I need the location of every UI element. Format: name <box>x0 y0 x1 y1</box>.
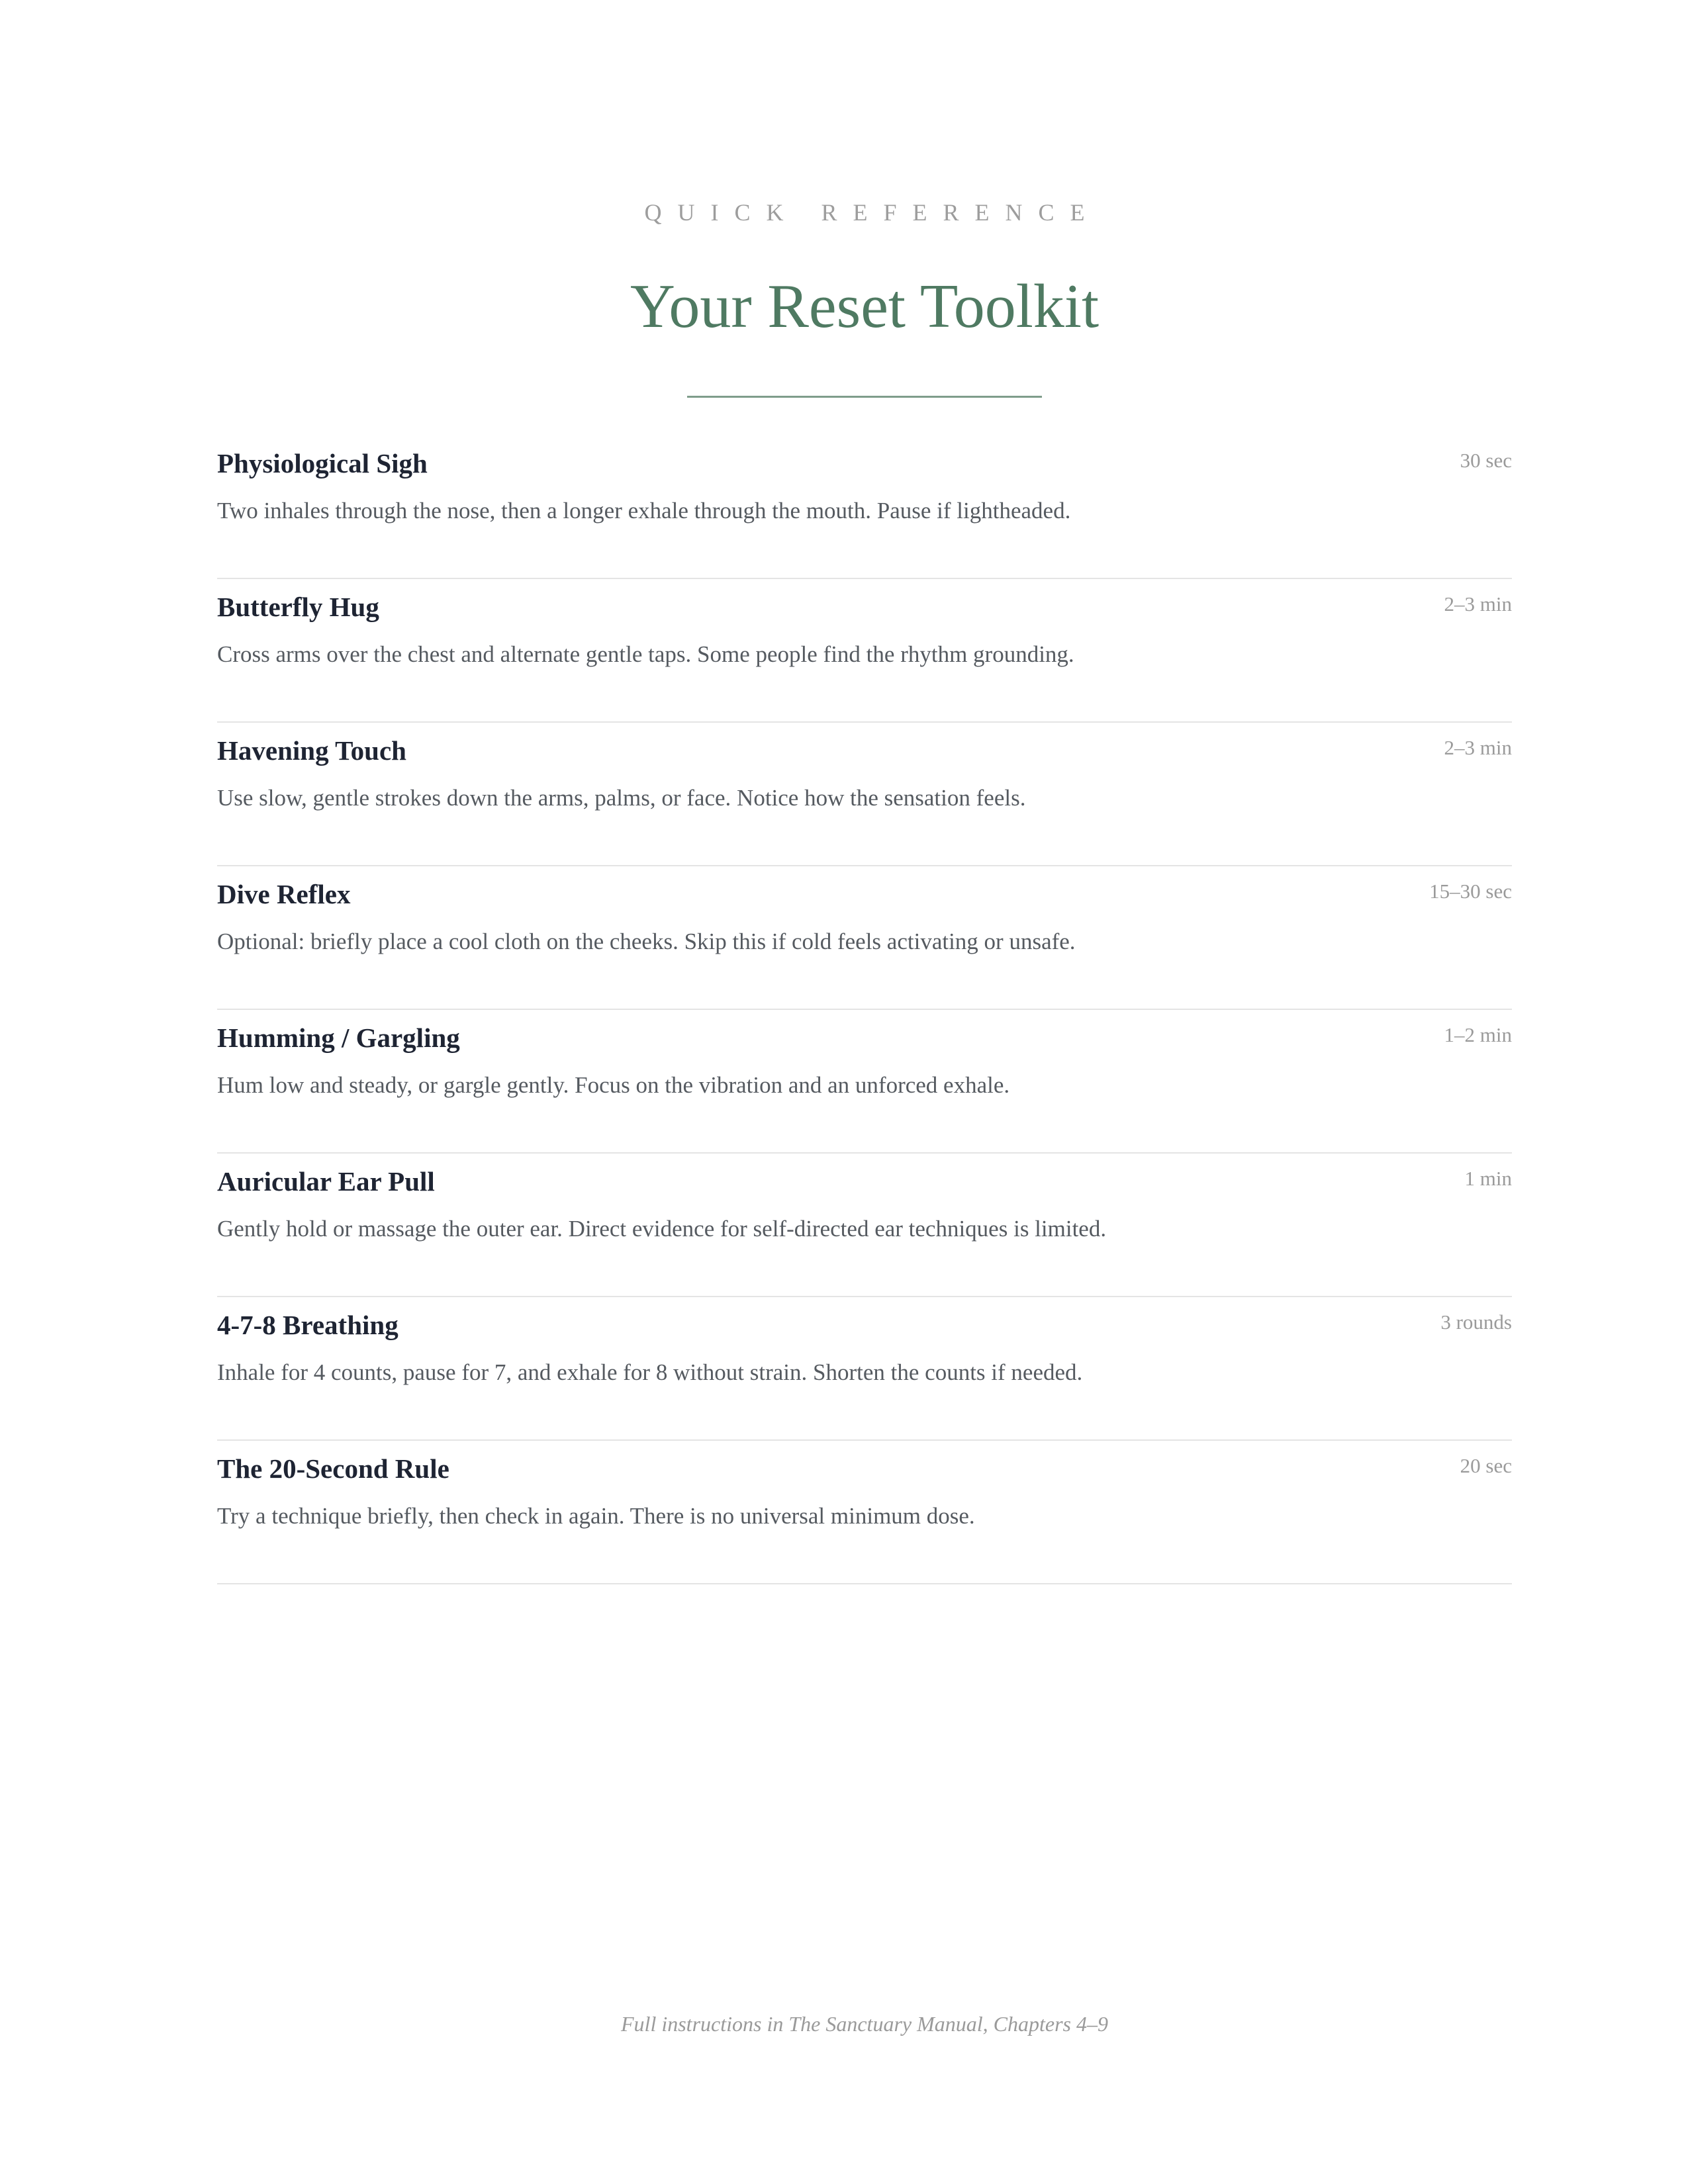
technique-description: Hum low and steady, or gargle gently. Focus on the vibration and an unforced exhale. <box>217 1072 1010 1098</box>
technique-description: Try a technique briefly, then check in again. There is no universal minimum dose. <box>217 1503 975 1529</box>
technique-description: Use slow, gentle strokes down the arms, palms, or face. Notice how the sensation feels. <box>217 785 1026 811</box>
toolkit-page <box>217 0 1512 2184</box>
technique-duration: 1 min <box>1464 1167 1512 1190</box>
technique-duration: 2–3 min <box>1444 592 1512 615</box>
technique-name: The 20-Second Rule <box>217 1453 449 1484</box>
technique-description: Gently hold or massage the outer ear. Direct evidence for self-directed ear techniques is limited. <box>217 1216 1107 1242</box>
technique-item <box>217 1298 1512 1441</box>
technique-duration: 15–30 sec <box>1429 880 1512 903</box>
technique-name: Dive Reflex <box>217 879 351 909</box>
technique-name: Butterfly Hug <box>217 592 379 622</box>
technique-description: Optional: briefly place a cool cloth on the cheeks. Skip this if cold feels activating or unsafe. <box>217 929 1076 954</box>
technique-duration: 30 sec <box>1460 449 1512 472</box>
section-eyebrow: QUICK REFERENCE <box>644 199 1101 226</box>
technique-list <box>217 437 1512 1586</box>
technique-name: Auricular Ear Pull <box>217 1166 435 1197</box>
technique-item <box>217 1442 1512 1584</box>
technique-item <box>217 580 1512 723</box>
technique-duration: 3 rounds <box>1440 1310 1512 1334</box>
technique-duration: 20 sec <box>1460 1454 1512 1477</box>
technique-item <box>217 437 1512 579</box>
footer-note: Full instructions in The Sanctuary Manual, Chapters 4–9 <box>621 2012 1108 2036</box>
technique-duration: 2–3 min <box>1444 736 1512 759</box>
technique-duration: 1–2 min <box>1444 1023 1512 1046</box>
technique-name: Physiological Sigh <box>217 448 428 478</box>
technique-item <box>217 868 1512 1010</box>
technique-name: Humming / Gargling <box>217 1023 460 1053</box>
technique-item <box>217 1155 1512 1297</box>
title-divider <box>687 396 1042 398</box>
technique-description: Cross arms over the chest and alternate gentle taps. Some people find the rhythm grounding. <box>217 641 1074 667</box>
technique-item <box>217 1011 1512 1154</box>
technique-description: Inhale for 4 counts, pause for 7, and exhale for 8 without strain. Shorten the counts if needed. <box>217 1359 1083 1385</box>
technique-name: 4-7-8 Breathing <box>217 1310 399 1340</box>
technique-name: Havening Touch <box>217 735 406 766</box>
technique-description: Two inhales through the nose, then a longer exhale through the mouth. Pause if lightheaded. <box>217 498 1071 523</box>
page-title: Your Reset Toolkit <box>630 272 1100 341</box>
technique-item <box>217 724 1512 866</box>
